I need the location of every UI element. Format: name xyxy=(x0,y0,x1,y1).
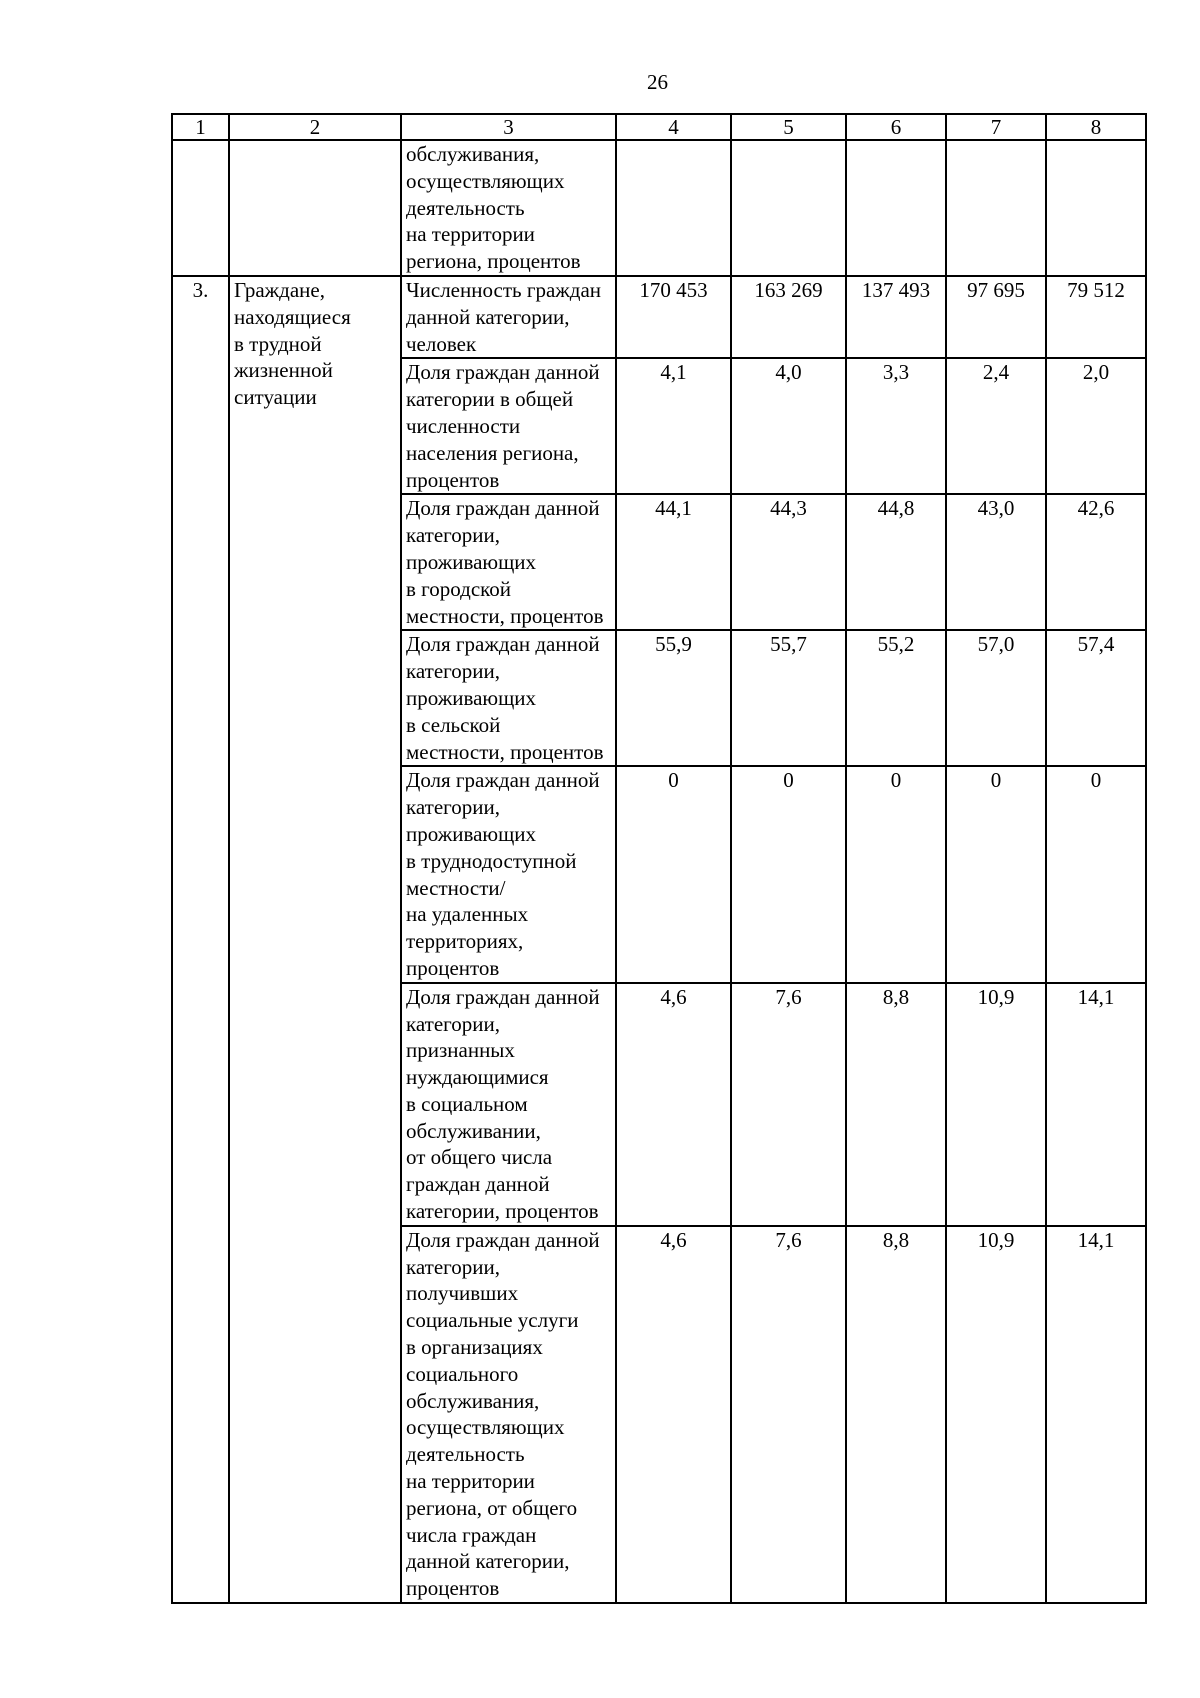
table-row xyxy=(172,276,1146,358)
value-cell: 79 512 xyxy=(1046,276,1146,358)
value-cell: 57,4 xyxy=(1046,630,1146,766)
value-cell: 55,7 xyxy=(731,630,846,766)
value-cell: 2,4 xyxy=(946,358,1046,494)
indicator-description: Доля граждан данной категории, получивших социальные услуги в организациях социального обслуживания, осуществляющих деятельность на территории региона, от общего числа граждан данной категории, процентов xyxy=(401,1226,616,1603)
indicator-description: Доля граждан данной категории, проживающих в труднодоступной местности/ на удаленных территориях, процентов xyxy=(401,766,616,982)
statistics-table xyxy=(171,113,1147,1604)
value-cell: 8,8 xyxy=(846,1226,946,1603)
group-name xyxy=(229,140,401,276)
indicator-description: Доля граждан данной категории, проживающих в сельской местности, процентов xyxy=(401,630,616,766)
header-cell: 4 xyxy=(616,114,731,140)
indicator-description: Доля граждан данной категории в общей численности населения региона, процентов xyxy=(401,358,616,494)
header-cell: 7 xyxy=(946,114,1046,140)
value-cell: 14,1 xyxy=(1046,983,1146,1226)
value-cell: 97 695 xyxy=(946,276,1046,358)
value-cell: 4,6 xyxy=(616,983,731,1226)
value-cell: 44,1 xyxy=(616,494,731,630)
header-cell: 2 xyxy=(229,114,401,140)
value-cell xyxy=(731,140,846,276)
value-cell xyxy=(846,140,946,276)
value-cell: 44,3 xyxy=(731,494,846,630)
value-cell: 0 xyxy=(616,766,731,982)
value-cell: 7,6 xyxy=(731,983,846,1226)
value-cell: 4,1 xyxy=(616,358,731,494)
indicator-description: Доля граждан данной категории, проживающих в городской местности, процентов xyxy=(401,494,616,630)
value-cell: 57,0 xyxy=(946,630,1046,766)
value-cell xyxy=(1046,140,1146,276)
value-cell: 170 453 xyxy=(616,276,731,358)
value-cell: 0 xyxy=(731,766,846,982)
table-row xyxy=(172,140,1146,276)
value-cell: 55,2 xyxy=(846,630,946,766)
indicator-description: Численность граждан данной категории, человек xyxy=(401,276,616,358)
value-cell: 0 xyxy=(1046,766,1146,982)
value-cell: 44,8 xyxy=(846,494,946,630)
value-cell: 137 493 xyxy=(846,276,946,358)
header-cell: 1 xyxy=(172,114,229,140)
value-cell xyxy=(946,140,1046,276)
row-index xyxy=(172,140,229,276)
value-cell: 55,9 xyxy=(616,630,731,766)
value-cell: 163 269 xyxy=(731,276,846,358)
value-cell: 43,0 xyxy=(946,494,1046,630)
value-cell: 4,0 xyxy=(731,358,846,494)
value-cell: 10,9 xyxy=(946,983,1046,1226)
value-cell: 14,1 xyxy=(1046,1226,1146,1603)
value-cell: 10,9 xyxy=(946,1226,1046,1603)
value-cell: 0 xyxy=(846,766,946,982)
value-cell xyxy=(616,140,731,276)
value-cell: 8,8 xyxy=(846,983,946,1226)
header-cell: 5 xyxy=(731,114,846,140)
row-index: 3. xyxy=(172,276,229,1603)
indicator-description: Доля граждан данной категории, признанных нуждающимися в социальном обслуживании, от общего числа граждан данной категории, процентов xyxy=(401,983,616,1226)
header-cell: 6 xyxy=(846,114,946,140)
group-name: Граждане, находящиеся в трудной жизненной ситуации xyxy=(229,276,401,1603)
value-cell: 0 xyxy=(946,766,1046,982)
value-cell: 7,6 xyxy=(731,1226,846,1603)
value-cell: 4,6 xyxy=(616,1226,731,1603)
header-row xyxy=(172,114,1146,140)
page-number: 26 xyxy=(647,70,668,94)
header-cell: 8 xyxy=(1046,114,1146,140)
header-cell: 3 xyxy=(401,114,616,140)
value-cell: 2,0 xyxy=(1046,358,1146,494)
value-cell: 42,6 xyxy=(1046,494,1146,630)
value-cell: 3,3 xyxy=(846,358,946,494)
indicator-description: обслуживания, осуществляющих деятельность на территории региона, процентов xyxy=(401,140,616,276)
